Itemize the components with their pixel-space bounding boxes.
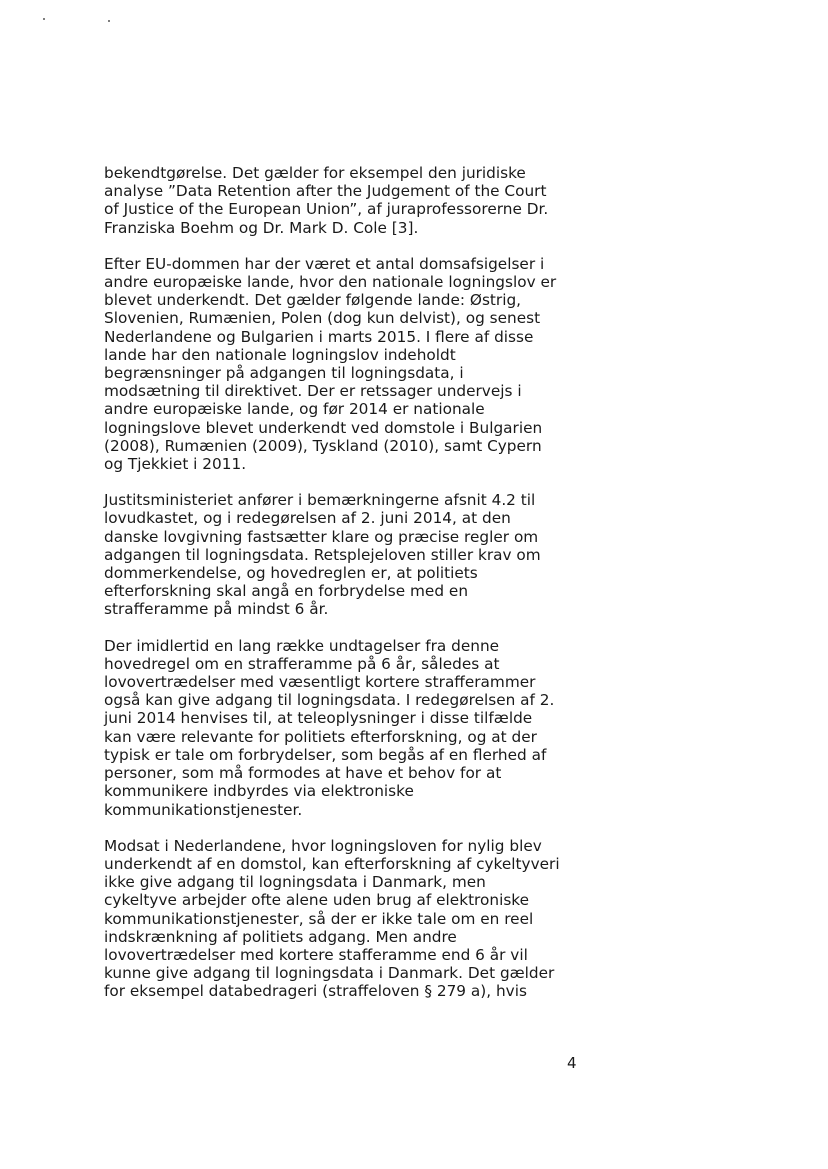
paragraph-2: Efter EU-dommen har der været et antal domsafsigelser i andre europæiske lande, hvor den nationale logningslov er blevet underkendt. Det gælder følgende lande: Østrig, Slovenien, Rumænien, Polen (dog kun delvist), og senest Nederlandene og Bulgarien i marts 2015. I flere af disse lande har den nationale logningslov indeholdt begrænsninger på adgangen til logningsdata, i modsætning til direktivet. Der er retssager undervejs i andre europæiske lande, og før 2014 er nationale logningslove blevet underkendt ved domstole i Bulgarien (2008), Rumænien (2009), Tyskland (2010), samt Cypern og Tjekkiet i 2011. <box>104 254 557 474</box>
paragraph-3: Justitsministeriet anfører i bemærkningerne afsnit 4.2 til lovudkastet, og i redegørelsen af 2. juni 2014, at den danske lovgivning fastsætter klare og præcise regler om adgangen til logningsdata. Retsplejeloven stiller krav om dommerkendelse, og hovedreglen er, at politiets efterforskning skal angå en forbrydelse med en strafferamme på mindst 6 år. <box>104 491 541 619</box>
document-body <box>104 164 590 1001</box>
paragraph-4: Der imidlertid en lang række undtagelser fra denne hovedregel om en strafferamme på 6 år, således at lovovertrædelser med væsentligt kortere strafferammer også kan give adgang til logningsdata. I redegørelsen af 2. juni 2014 henvises til, at teleoplysninger i disse tilfælde kan være relevante for politiets efterforskning, og at der typisk er tale om forbrydelser, som begås af en flerhed af personer, som må formodes at have et behov for at kommunikere indbyrdes via elektroniske kommunikationstjenester. <box>104 636 555 819</box>
scan-speck <box>108 20 110 22</box>
paragraph-1: bekendtgørelse. Det gælder for eksempel den juridiske analyse ”Data Retention after the Judgement of the Court of Justice of the European Union”, af juraprofessorerne Dr. Franziska Boehm og Dr. Mark D. Cole [3]. <box>104 164 549 237</box>
page-number: 4 <box>567 1054 577 1072</box>
scan-speck <box>43 18 45 20</box>
paragraph-5: Modsat i Nederlandene, hvor logningsloven for nylig blev underkendt af en domstol, kan efterforskning af cykeltyveri ikke give adgang til logningsdata i Danmark, men cykeltyve arbejder ofte alene uden brug af elektroniske kommunikationstjenester, så der er ikke tale om en reel indskrænkning af politiets adgang. Men andre lovovertrædelser med kortere stafferamme end 6 år vil kunne give adgang til logningsdata i Danmark. Det gælder for eksempel databedrageri (straffeloven § 279 a), hvis <box>104 836 560 1001</box>
